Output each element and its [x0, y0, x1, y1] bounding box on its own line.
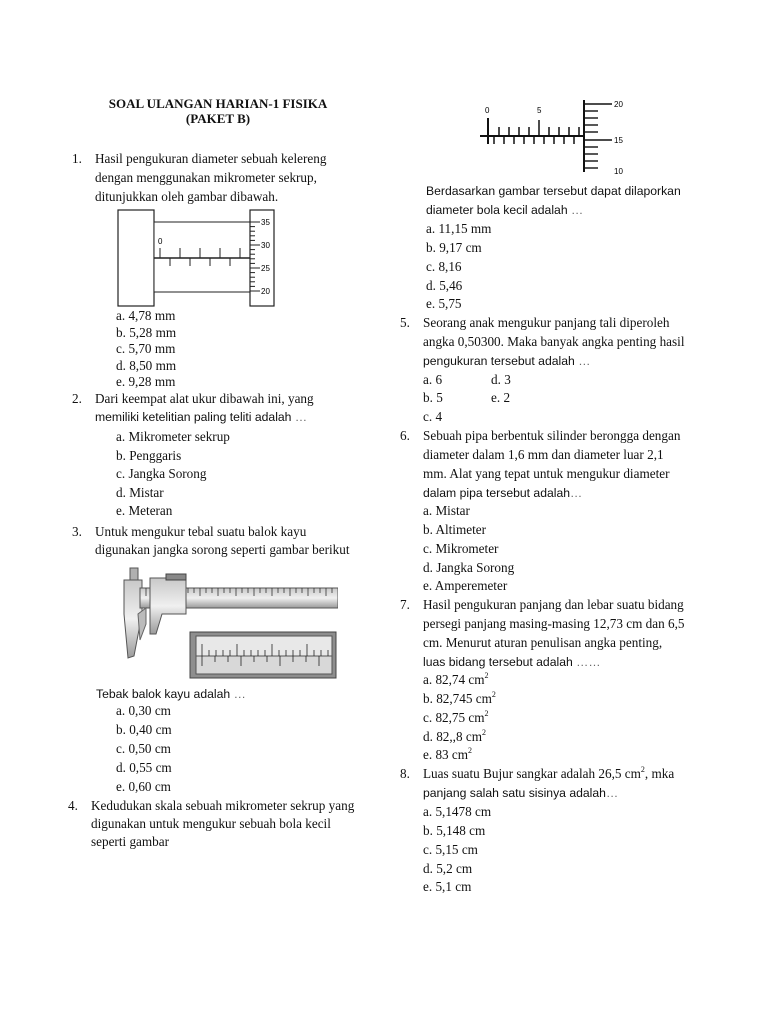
q6-line: Sebuah pipa berbentuk silinder berongga dengan: [423, 428, 681, 443]
q4-fig-main-label: 5: [537, 106, 542, 115]
q6-line: mm. Alat yang tepat untuk mengukur diameter: [423, 466, 670, 481]
q5-line: pengukuran tersebut adalah …: [423, 354, 591, 368]
q1-option[interactable]: d. 8,50 mm: [116, 357, 177, 373]
q3-line: digunakan jangka sorong seperti gambar berikut: [95, 542, 350, 557]
q5-number: 5.: [400, 315, 410, 330]
q2-line: Dari keempat alat ukur dibawah ini, yang: [95, 391, 314, 406]
q5-option[interactable]: a. 6: [423, 372, 443, 387]
q8-line: Luas suatu Bujur sangkar adalah 26,5 $cm^2$, mka: [423, 764, 675, 781]
q4-fig-thimble-label: 20: [614, 100, 623, 109]
q6-option[interactable]: a. Mistar: [423, 503, 470, 518]
q7-line: Hasil pengukuran panjang dan lebar suatu bidang: [423, 597, 684, 612]
q1-number: 1.: [72, 151, 82, 166]
q7-line: luas bidang tersebut adalah ……: [423, 655, 601, 669]
q4-fig-thimble-label: 15: [614, 136, 623, 145]
q3-option[interactable]: b. 0,40 cm: [116, 722, 172, 737]
q1-fig-thimble-label: 20: [261, 287, 270, 296]
q4-option[interactable]: c. 8,16: [426, 259, 462, 274]
q1-fig-zero-label: 0: [158, 237, 163, 246]
q1-option[interactable]: e. 9,28 mm: [116, 374, 176, 389]
q1-option[interactable]: a. 4,78 mm: [116, 308, 176, 323]
vernier-caliper-figure: [116, 564, 338, 680]
q3-number: 3.: [72, 524, 82, 539]
document-subtitle: (PAKET B): [185, 111, 251, 126]
q3-prompt: Tebak balok kayu adalah …: [96, 687, 246, 701]
q6-number: 6.: [400, 428, 410, 443]
q7-number: 7.: [400, 597, 410, 612]
q7-option[interactable]: e. 83 $cm^2$: [423, 745, 473, 762]
q4-line: digunakan untuk mengukur sebuah bola kecil: [91, 816, 331, 831]
q8-option[interactable]: d. 5,2 cm: [423, 861, 473, 876]
q5-line: angka 0,50300. Maka banyak angka penting hasil: [423, 334, 685, 349]
q6-option[interactable]: b. Altimeter: [423, 522, 486, 537]
q5-option[interactable]: c. 4: [423, 409, 443, 424]
q8-option[interactable]: a. 5,1478 cm: [423, 804, 492, 819]
q8-option[interactable]: c. 5,15 cm: [423, 842, 478, 857]
q2-option[interactable]: c. Jangka Sorong: [116, 466, 207, 481]
q1-fig-thimble-label: 35: [261, 218, 270, 227]
q5-option[interactable]: e. 2: [491, 390, 511, 405]
q6-option[interactable]: d. Jangka Sorong: [423, 560, 515, 575]
q1-line: ditunjukkan oleh gambar dibawah.: [95, 189, 279, 204]
q7-option[interactable]: c. 82,75 $cm^2$: [423, 708, 489, 725]
q6-option[interactable]: c. Mikrometer: [423, 541, 499, 556]
q7-option[interactable]: d. 82,,8 $cm^2$: [423, 727, 486, 744]
q8-option[interactable]: e. 5,1 cm: [423, 879, 472, 894]
micrometer-figure-q4: [478, 96, 638, 176]
q3-option[interactable]: a. 0,30 cm: [116, 703, 171, 718]
q4-option[interactable]: e. 5,75: [426, 296, 462, 311]
q1-fig-thimble-label: 25: [261, 264, 270, 273]
q6-option[interactable]: e. Amperemeter: [423, 578, 508, 593]
q8-line: panjang salah satu sisinya adalah…: [423, 786, 619, 800]
q2-option[interactable]: e. Meteran: [116, 503, 173, 518]
q7-option[interactable]: b. 82,745 $cm^2$: [423, 689, 496, 706]
q4-fig-main-label: 0: [485, 106, 490, 115]
q5-option[interactable]: d. 3: [491, 372, 511, 387]
q1-option[interactable]: c. 5,70 mm: [116, 341, 176, 356]
q2-option[interactable]: a. Mikrometer sekrup: [116, 429, 230, 444]
q3-option[interactable]: d. 0,55 cm: [116, 760, 172, 775]
q7-option[interactable]: a. 82,74 $cm^2$: [423, 670, 489, 687]
q8-number: 8.: [400, 766, 410, 781]
q2-line: memiliki ketelitian paling teliti adalah …: [95, 410, 308, 424]
q4-option[interactable]: d. 5,46: [426, 278, 463, 293]
q3-line: Untuk mengukur tebal suatu balok kayu: [95, 524, 307, 539]
q6-line: diameter dalam 1,6 mm dan diameter luar 2,1: [423, 447, 664, 462]
q4-option[interactable]: a. 11,15 mm: [426, 221, 492, 236]
q7-line: persegi panjang masing-masing 12,73 cm dan 6,5: [423, 616, 685, 631]
q7-line: cm. Menurut aturan penulisan angka penting,: [423, 635, 663, 650]
q2-option[interactable]: d. Mistar: [116, 484, 164, 500]
q5-option[interactable]: b. 5: [423, 390, 443, 405]
q1-fig-thimble-label: 30: [261, 241, 270, 250]
q8-option[interactable]: b. 5,148 cm: [423, 823, 486, 838]
q1-line: Hasil pengukuran diameter sebuah kelereng: [95, 151, 327, 166]
q5-line: Seorang anak mengukur panjang tali diperoleh: [423, 315, 670, 330]
q4-report-line: diameter bola kecil adalah …: [426, 203, 584, 217]
micrometer-figure-q1: [114, 208, 280, 308]
q6-line: dalam pipa tersebut adalah…: [423, 486, 583, 500]
q4-option[interactable]: b. 9,17 cm: [426, 240, 482, 255]
q2-option[interactable]: b. Penggaris: [116, 447, 182, 463]
q1-line: dengan menggunakan mikrometer sekrup,: [95, 170, 317, 185]
q1-option[interactable]: b. 5,28 mm: [116, 324, 177, 340]
q4-line: Kedudukan skala sebuah mikrometer sekrup yang: [91, 798, 355, 813]
q4-fig-thimble-label: 10: [614, 167, 623, 176]
document-title: SOAL ULANGAN HARIAN-1 FISIKA: [108, 96, 328, 111]
q4-line: seperti gambar: [91, 834, 169, 849]
q4-number: 4.: [68, 798, 78, 813]
q3-option[interactable]: e. 0,60 cm: [116, 779, 171, 794]
q2-number: 2.: [72, 391, 82, 406]
q3-option[interactable]: c. 0,50 cm: [116, 741, 171, 756]
q4-report-line: Berdasarkan gambar tersebut dapat dilaporkan: [426, 184, 681, 198]
